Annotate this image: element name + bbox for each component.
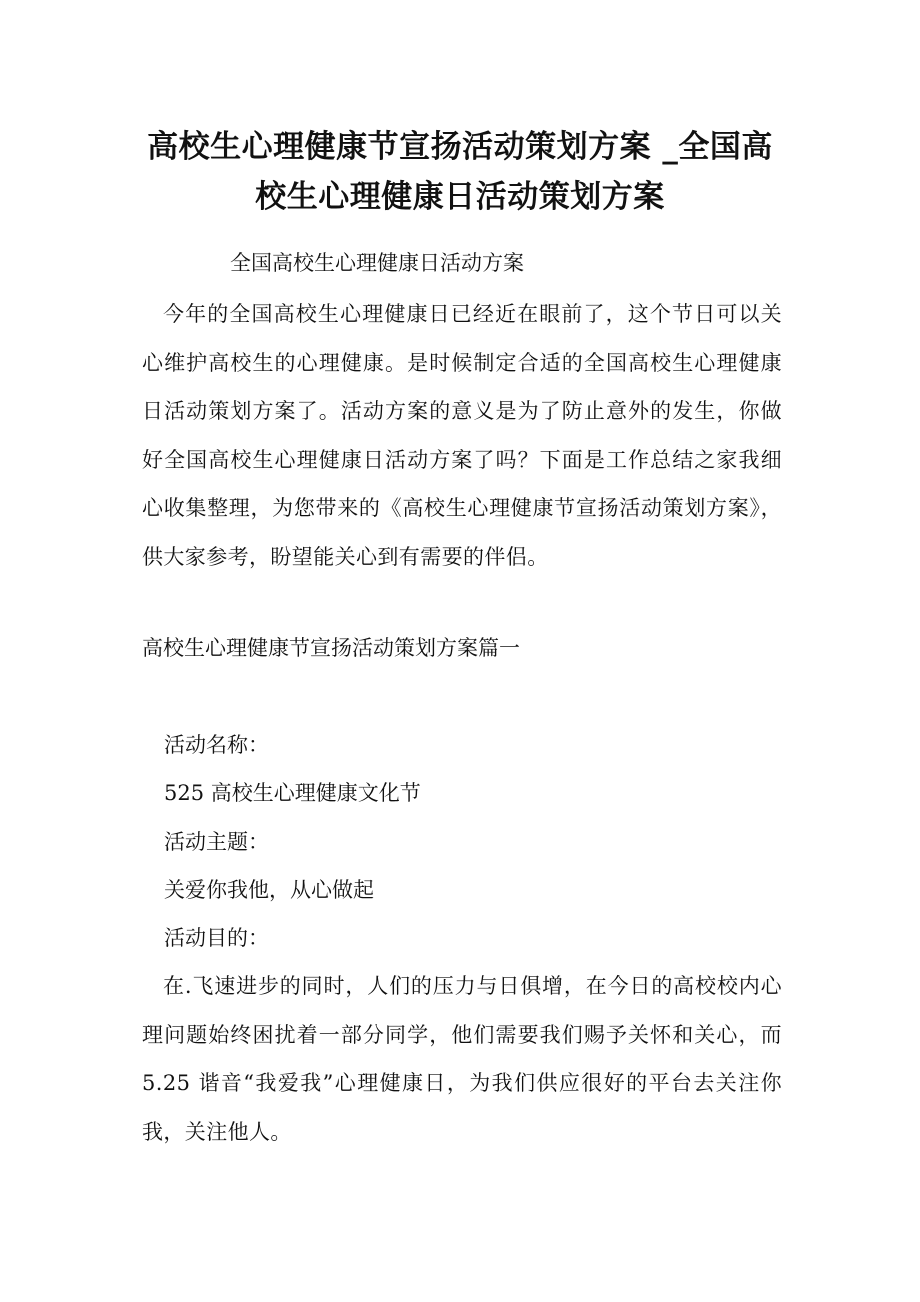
purpose-paragraph: 在.飞速进步的同时，人们的压力与日俱增，在今日的高校校内心理问题始终困扰着一部分同学，他们需要我们赐予关怀和关心，而 5.25 谐音“我爱我”心理健康日，为我们供应很好的平台去关注你我，关注他人。	[142, 974, 782, 1144]
document-subtitle: 全国高校生心理健康日活动方案	[230, 251, 524, 275]
activity-name-value: 525 高校生心理健康文化节	[164, 781, 421, 805]
activity-theme-value: 关爱你我他，从心做起	[164, 878, 374, 902]
activity-theme-label: 活动主题：	[164, 830, 269, 854]
intro-paragraph: 今年的全国高校生心理健康日已经近在眼前了，这个节日可以关心维护高校生的心理健康。是时候制定合适的全国高校生心理健康日活动策划方案了。活动方案的意义是为了防止意外的发生，你做好全国高校生心理健康日活动方案了吗？下面是工作总结之家我细心收集整理，为您带来的《高校生心理健康节宣扬活动策划方案》，供大家参考，盼望能关心到有需要的伴侣。	[142, 302, 782, 569]
section-heading: 高校生心理健康节宣扬活动策划方案篇一	[142, 636, 520, 660]
document-title: 高校生心理健康节宣扬活动策划方案 _全国高校生心理健康日活动策划方案	[147, 129, 773, 215]
activity-name-label: 活动名称：	[164, 733, 269, 757]
activity-purpose-label: 活动目的：	[164, 926, 269, 950]
